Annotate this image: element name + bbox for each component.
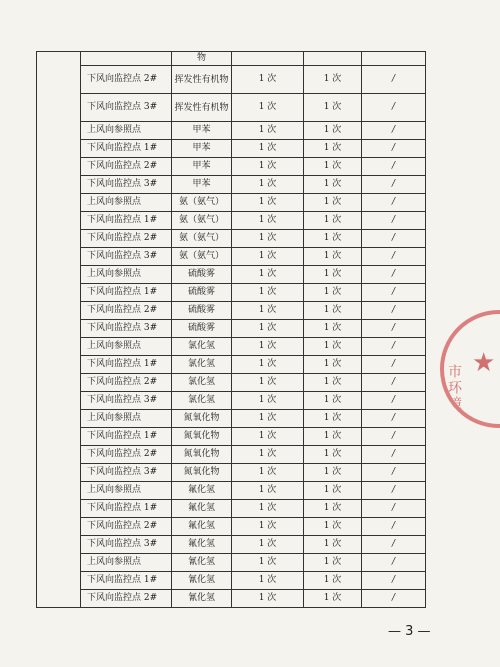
location-cell: 上风向参照点 xyxy=(81,338,172,356)
times-cell: 1 次 xyxy=(304,230,362,248)
location-cell: 下风向监控点 2# xyxy=(81,518,172,536)
substance-cell: 甲苯 xyxy=(172,140,232,158)
frequency-cell: 1 次 xyxy=(232,572,304,590)
merged-cell xyxy=(37,52,81,608)
location-cell: 上风向参照点 xyxy=(81,410,172,428)
substance-cell: 硫酸雾 xyxy=(172,320,232,338)
table-row xyxy=(37,140,426,158)
times-cell: 1 次 xyxy=(304,320,362,338)
note-cell: / xyxy=(362,248,426,266)
note-cell: / xyxy=(362,122,426,140)
substance-cell: 甲苯 xyxy=(172,122,232,140)
location-cell: 下风向监控点 2# xyxy=(81,446,172,464)
table-row xyxy=(37,284,426,302)
frequency-cell: 1 次 xyxy=(232,176,304,194)
substance-cell: 硫酸雾 xyxy=(172,284,232,302)
frequency-cell: 1 次 xyxy=(232,446,304,464)
times-cell: 1 次 xyxy=(304,572,362,590)
location-cell: 下风向监控点 2# xyxy=(81,302,172,320)
table-row xyxy=(37,230,426,248)
times-cell: 1 次 xyxy=(304,302,362,320)
frequency-cell xyxy=(232,52,304,66)
times-cell: 1 次 xyxy=(304,338,362,356)
note-cell: / xyxy=(362,284,426,302)
note-cell: / xyxy=(362,446,426,464)
substance-cell: 氯化氢 xyxy=(172,356,232,374)
note-cell: / xyxy=(362,428,426,446)
substance-cell: 挥发性有机物 xyxy=(172,66,232,94)
note-cell: / xyxy=(362,212,426,230)
table-row xyxy=(37,410,426,428)
note-cell: / xyxy=(362,320,426,338)
location-cell: 下风向监控点 2# xyxy=(81,374,172,392)
location-cell: 上风向参照点 xyxy=(81,122,172,140)
substance-cell: 氟化氢 xyxy=(172,536,232,554)
table-row xyxy=(37,428,426,446)
frequency-cell: 1 次 xyxy=(232,374,304,392)
table-row xyxy=(37,52,426,66)
times-cell: 1 次 xyxy=(304,194,362,212)
frequency-cell: 1 次 xyxy=(232,536,304,554)
times-cell: 1 次 xyxy=(304,374,362,392)
substance-cell: 挥发性有机物 xyxy=(172,94,232,122)
substance-cell: 氰化氢 xyxy=(172,572,232,590)
substance-cell: 氨（氨气） xyxy=(172,230,232,248)
location-cell: 下风向监控点 1# xyxy=(81,140,172,158)
location-cell: 下风向监控点 3# xyxy=(81,536,172,554)
table-row xyxy=(37,536,426,554)
times-cell: 1 次 xyxy=(304,518,362,536)
substance-cell: 氟化氢 xyxy=(172,500,232,518)
table-row xyxy=(37,338,426,356)
location-cell: 下风向监控点 2# xyxy=(81,590,172,608)
table-row xyxy=(37,392,426,410)
substance-cell: 氨（氨气） xyxy=(172,248,232,266)
times-cell: 1 次 xyxy=(304,356,362,374)
note-cell: / xyxy=(362,266,426,284)
note-cell: / xyxy=(362,374,426,392)
table-row xyxy=(37,482,426,500)
note-cell: / xyxy=(362,94,426,122)
substance-cell: 氮氧化物 xyxy=(172,410,232,428)
location-cell: 下风向监控点 1# xyxy=(81,500,172,518)
substance-cell: 甲苯 xyxy=(172,176,232,194)
note-cell: / xyxy=(362,482,426,500)
table-row xyxy=(37,590,426,608)
page-number: — 3 — xyxy=(388,624,431,639)
note-cell: / xyxy=(362,176,426,194)
note-cell: / xyxy=(362,518,426,536)
location-cell: 下风向监控点 3# xyxy=(81,320,172,338)
official-seal xyxy=(440,310,500,428)
table-row xyxy=(37,212,426,230)
times-cell: 1 次 xyxy=(304,464,362,482)
seal-text: 市环境 xyxy=(446,364,462,412)
substance-cell: 氟化氢 xyxy=(172,482,232,500)
frequency-cell: 1 次 xyxy=(232,302,304,320)
note-cell: / xyxy=(362,410,426,428)
times-cell: 1 次 xyxy=(304,446,362,464)
note-cell: / xyxy=(362,536,426,554)
substance-cell: 硫酸雾 xyxy=(172,266,232,284)
location-cell: 下风向监控点 3# xyxy=(81,176,172,194)
table-row xyxy=(37,518,426,536)
frequency-cell: 1 次 xyxy=(232,410,304,428)
table-row xyxy=(37,356,426,374)
frequency-cell: 1 次 xyxy=(232,158,304,176)
frequency-cell: 1 次 xyxy=(232,518,304,536)
times-cell: 1 次 xyxy=(304,590,362,608)
location-cell: 上风向参照点 xyxy=(81,482,172,500)
table-row xyxy=(37,320,426,338)
note-cell: / xyxy=(362,140,426,158)
frequency-cell: 1 次 xyxy=(232,500,304,518)
substance-cell: 氨（氨气） xyxy=(172,212,232,230)
note-cell: / xyxy=(362,572,426,590)
location-cell: 下风向监控点 1# xyxy=(81,356,172,374)
times-cell: 1 次 xyxy=(304,158,362,176)
times-cell: 1 次 xyxy=(304,482,362,500)
frequency-cell: 1 次 xyxy=(232,590,304,608)
frequency-cell: 1 次 xyxy=(232,212,304,230)
frequency-cell: 1 次 xyxy=(232,122,304,140)
location-cell: 下风向监控点 3# xyxy=(81,94,172,122)
location-cell: 下风向监控点 1# xyxy=(81,428,172,446)
note-cell: / xyxy=(362,194,426,212)
frequency-cell: 1 次 xyxy=(232,464,304,482)
substance-cell: 氮氧化物 xyxy=(172,428,232,446)
times-cell: 1 次 xyxy=(304,212,362,230)
substance-cell: 氰化氢 xyxy=(172,590,232,608)
table-row xyxy=(37,554,426,572)
note-cell: / xyxy=(362,230,426,248)
note-cell xyxy=(362,52,426,66)
location-cell: 下风向监控点 2# xyxy=(81,230,172,248)
table-row xyxy=(37,66,426,94)
table-row xyxy=(37,158,426,176)
frequency-cell: 1 次 xyxy=(232,230,304,248)
seal-star-icon: ★ xyxy=(472,348,496,378)
frequency-cell: 1 次 xyxy=(232,428,304,446)
note-cell: / xyxy=(362,590,426,608)
table-row xyxy=(37,94,426,122)
substance-cell: 氯化氢 xyxy=(172,338,232,356)
substance-cell: 物 xyxy=(172,52,232,66)
substance-cell: 氮氧化物 xyxy=(172,464,232,482)
frequency-cell: 1 次 xyxy=(232,482,304,500)
frequency-cell: 1 次 xyxy=(232,554,304,572)
monitoring-table xyxy=(36,51,426,608)
substance-cell: 氯化氢 xyxy=(172,392,232,410)
times-cell: 1 次 xyxy=(304,410,362,428)
location-cell: 下风向监控点 1# xyxy=(81,212,172,230)
table-row xyxy=(37,122,426,140)
location-cell: 下风向监控点 3# xyxy=(81,392,172,410)
substance-cell: 氯化氢 xyxy=(172,374,232,392)
location-cell: 上风向参照点 xyxy=(81,266,172,284)
note-cell: / xyxy=(362,302,426,320)
location-cell: 下风向监控点 3# xyxy=(81,464,172,482)
note-cell: / xyxy=(362,554,426,572)
frequency-cell: 1 次 xyxy=(232,266,304,284)
frequency-cell: 1 次 xyxy=(232,392,304,410)
frequency-cell: 1 次 xyxy=(232,194,304,212)
substance-cell: 氰化氢 xyxy=(172,554,232,572)
times-cell xyxy=(304,52,362,66)
table-row xyxy=(37,446,426,464)
frequency-cell: 1 次 xyxy=(232,94,304,122)
table-row xyxy=(37,572,426,590)
times-cell: 1 次 xyxy=(304,140,362,158)
substance-cell: 氨（氨气） xyxy=(172,194,232,212)
table-row xyxy=(37,302,426,320)
substance-cell: 硫酸雾 xyxy=(172,302,232,320)
times-cell: 1 次 xyxy=(304,428,362,446)
table-row xyxy=(37,500,426,518)
frequency-cell: 1 次 xyxy=(232,66,304,94)
table-row xyxy=(37,266,426,284)
note-cell: / xyxy=(362,66,426,94)
frequency-cell: 1 次 xyxy=(232,284,304,302)
table-row xyxy=(37,464,426,482)
times-cell: 1 次 xyxy=(304,554,362,572)
table-row xyxy=(37,248,426,266)
table-row xyxy=(37,176,426,194)
times-cell: 1 次 xyxy=(304,536,362,554)
table-row xyxy=(37,374,426,392)
times-cell: 1 次 xyxy=(304,176,362,194)
substance-cell: 氮氧化物 xyxy=(172,446,232,464)
note-cell: / xyxy=(362,356,426,374)
location-cell: 下风向监控点 2# xyxy=(81,66,172,94)
times-cell: 1 次 xyxy=(304,122,362,140)
times-cell: 1 次 xyxy=(304,248,362,266)
note-cell: / xyxy=(362,392,426,410)
times-cell: 1 次 xyxy=(304,94,362,122)
location-cell xyxy=(81,52,172,66)
location-cell: 上风向参照点 xyxy=(81,554,172,572)
frequency-cell: 1 次 xyxy=(232,248,304,266)
table-row xyxy=(37,194,426,212)
note-cell: / xyxy=(362,338,426,356)
substance-cell: 甲苯 xyxy=(172,158,232,176)
frequency-cell: 1 次 xyxy=(232,140,304,158)
location-cell: 下风向监控点 1# xyxy=(81,284,172,302)
location-cell: 下风向监控点 3# xyxy=(81,248,172,266)
location-cell: 下风向监控点 2# xyxy=(81,158,172,176)
times-cell: 1 次 xyxy=(304,66,362,94)
note-cell: / xyxy=(362,500,426,518)
times-cell: 1 次 xyxy=(304,284,362,302)
times-cell: 1 次 xyxy=(304,266,362,284)
location-cell: 下风向监控点 1# xyxy=(81,572,172,590)
note-cell: / xyxy=(362,464,426,482)
frequency-cell: 1 次 xyxy=(232,356,304,374)
note-cell: / xyxy=(362,158,426,176)
frequency-cell: 1 次 xyxy=(232,338,304,356)
location-cell: 上风向参照点 xyxy=(81,194,172,212)
substance-cell: 氟化氢 xyxy=(172,518,232,536)
times-cell: 1 次 xyxy=(304,392,362,410)
frequency-cell: 1 次 xyxy=(232,320,304,338)
times-cell: 1 次 xyxy=(304,500,362,518)
